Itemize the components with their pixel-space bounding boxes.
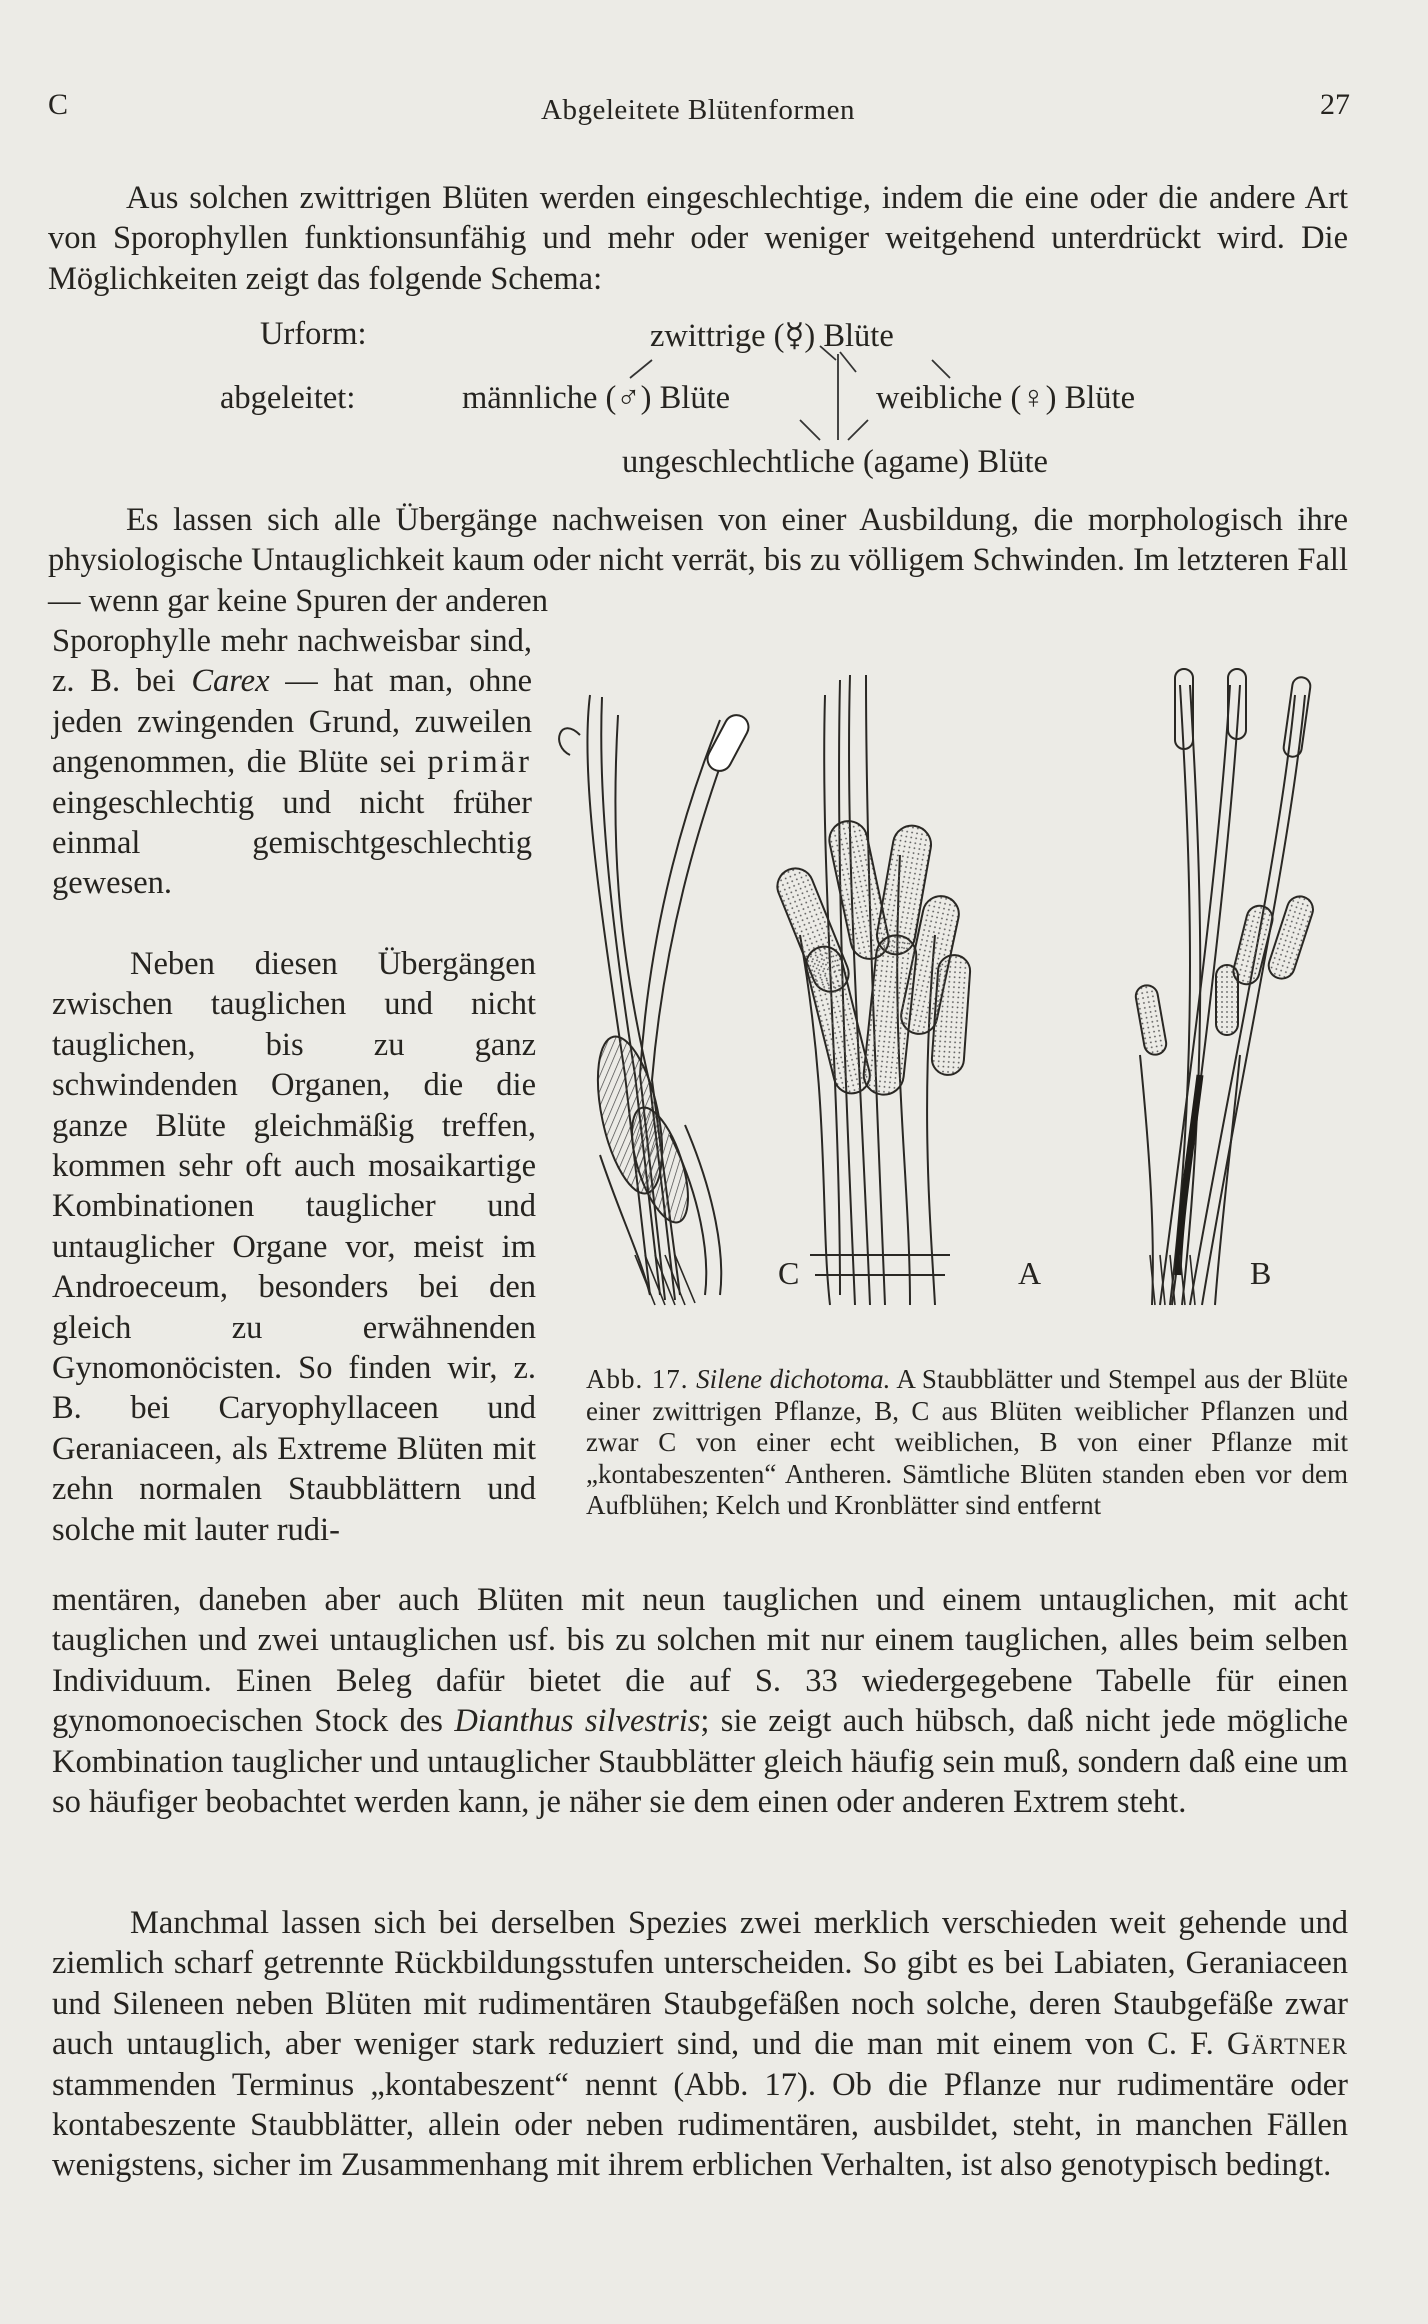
paragraph-intro: Aus solchen zwittrigen Blüten werden eingeschlechtige, indem die eine oder die andere Art von Sporophyllen funktionsunfähig und mehr oder weniger weitgehend unterdrückt wird. Die Möglichkeiten zeigt das folgende Schema: bbox=[48, 180, 1348, 297]
paragraph-mosaic-start: mentären, daneben aber auch Blüten mit neun tauglichen und einem untauglichen, mit acht tauglichen und zwei untauglichen usf. bis zu solchen mit nur einem tauglichen, alles beim selben Individuum. Einen Beleg dafür bietet die auf S. 33 wiedergegebene Tabelle für einen gynomonoecischen Stock des bbox=[52, 1582, 1348, 1740]
paragraph-transitions-part-c: eingeschlechtig und nicht früher einmal gemischtgeschlechtig gewesen. bbox=[52, 784, 532, 902]
running-title: Abgeleitete Blütenformen bbox=[541, 94, 855, 126]
figure-label-b: B bbox=[1250, 1255, 1272, 1291]
silene-stamen-drawing bbox=[540, 655, 1350, 1315]
signature-mark: C bbox=[48, 88, 69, 121]
paragraph-reduction-part2: stammenden Terminus „kontabeszent“ nennt (Abb. 17). Ob die Pflanze nur rudimentäre oder kontabeszente Staubblätter, allein oder neben rudimentären, ausbildet, steht, in manchen Fällen wenigstens, sicher im Zusammenhang mit ihrem erblichen Verhalten, ist also genotypisch bedingt. bbox=[52, 2066, 1348, 2184]
genus-carex: Carex bbox=[191, 663, 270, 700]
paragraph-reduction-part1: Manchmal lassen sich bei derselben Spezies zwei merklich verschieden weit gehende und ziemlich scharf getrennte Rückbildungsstufen unterscheiden. So gibt es bei Labiaten, Geraniaceen und Sileneen neben Blüten mit rudimentären Staubgefäßen noch solche, deren Staubgefäße zwar auch untauglich, aber weniger stark reduziert sind, und die man mit einem von C. F. bbox=[52, 1905, 1348, 2063]
paragraph-mosaic-end: ; sie zeigt auch hübsch, daß nicht jede mögliche Kombination tauglicher und untauglicher Staubblätter gleich häufig sein muß, sondern daß eine um so häufiger beobachtet werden kann, je näher sie dem einen oder anderen Extrem steht. bbox=[52, 1703, 1348, 1821]
figure-label-c: C bbox=[778, 1255, 800, 1291]
paragraph-transitions: Es lassen sich alle Übergänge nachweisen von einer Ausbildung, die morphologisch ihre physiologische Untauglichkeit kaum oder nicht verrät, bis zu völligem Schwinden. Im letzteren Fall — wenn gar keine Spuren der anderen bbox=[48, 502, 1348, 619]
page-number: 27 bbox=[1320, 88, 1350, 121]
schema-connector-lines bbox=[0, 0, 1428, 500]
figure-caption bbox=[586, 1364, 1348, 1522]
paragraph-mosaic-column: Neben diesen Übergängen zwischen tauglichen und nicht tauglichen, bis zu ganz schwindenden Organen, die die ganze Blüte gleichmäßig treffen, kommen sehr oft auch mosaikartige Kombinationen tauglicher und untauglicher Organe vor, meist im Androeceum, besonders bei den gleich zu erwähnenden Gynomonöcisten. So finden wir, z. B. bei Caryophyllaceen und Geraniaceen, als Extreme Blüten mit zehn normalen Staubblättern und solche mit lauter rudi- bbox=[52, 946, 536, 1548]
schema-male: männliche (♂) Blüte bbox=[462, 380, 731, 416]
schema-derived-label: abgeleitet: bbox=[220, 380, 356, 416]
paragraph-transitions-part-a: Sporophylle mehr nachweisbar sind, z. B. bei bbox=[52, 623, 532, 700]
paragraph-reduction-stages bbox=[52, 1903, 1348, 2186]
schema-female: weibliche (♀) Blüte bbox=[876, 380, 1136, 416]
species-dianthus: Dianthus silvestris bbox=[454, 1703, 701, 1740]
schema-diagram bbox=[0, 0, 1428, 500]
paragraph-mosaic-continued bbox=[52, 1580, 1348, 1822]
schema-agamous: ungeschlechtliche (agame) Blüte bbox=[622, 444, 1048, 480]
emphasis-primaer: primär bbox=[427, 744, 532, 781]
figure-label-a: A bbox=[1018, 1255, 1042, 1291]
paragraph-transitions-column bbox=[52, 621, 532, 904]
caption-species: Silene dichotoma. bbox=[696, 1364, 891, 1394]
schema-urform-value: zwittrige (☿) Blüte bbox=[650, 318, 894, 354]
author-gaertner: Gärtner bbox=[1226, 2026, 1349, 2063]
caption-text: A Staubblätter und Stempel aus der Blüte einer zwittrigen Pflanze, B, C aus Blüten weiblicher Pflanzen und zwar C von einer echt weiblichen, B von einer Pflanze mit „kontabeszenten“ Antheren. Sämtliche Blüten standen eben vor dem Aufblühen; Kelch und Kronblätter sind entfernt bbox=[586, 1364, 1349, 1520]
flower-c-drawing bbox=[559, 695, 753, 1300]
caption-label: Abb. 17. bbox=[586, 1364, 689, 1394]
schema-urform-label: Urform: bbox=[260, 316, 367, 352]
figure-silene-illustration bbox=[540, 655, 1350, 1315]
paragraph-transitions-part-b: — hat man, ohne jeden zwingenden Grund, zuweilen angenommen, die Blüte sei bbox=[52, 663, 532, 781]
